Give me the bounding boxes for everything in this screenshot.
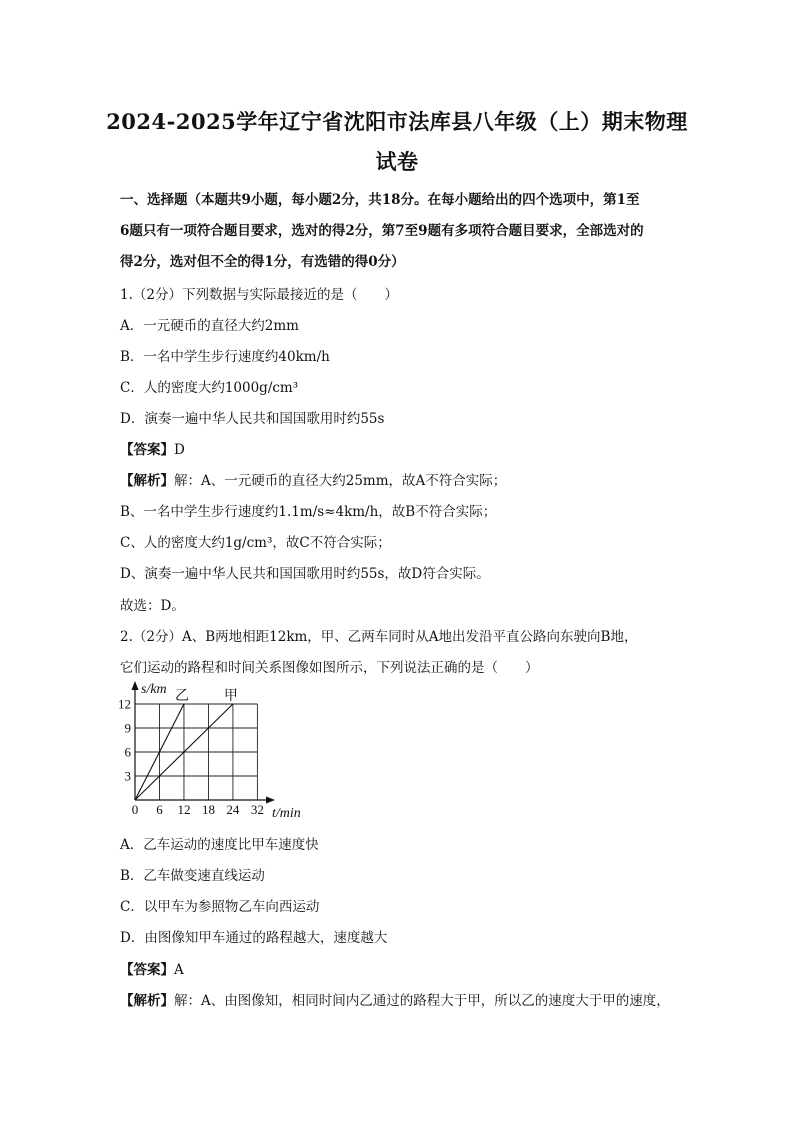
q1-analysis-line: B、一名中学生步行速度约1.1m/s≈4km/h，故B不符合实际； bbox=[120, 504, 497, 520]
q1-option-d: D．演奏一遍中华人民共和国国歌用时约55s bbox=[120, 411, 385, 427]
q1-stem: 1.（2分）下列数据与实际最接近的是（ ） bbox=[120, 287, 398, 303]
page-title-cont: 试卷 bbox=[375, 149, 419, 174]
x-tick-label: 32 bbox=[250, 802, 264, 817]
q1-conclusion: 故选：D。 bbox=[120, 598, 185, 614]
analysis-tag: 【解析】 bbox=[120, 993, 174, 1009]
x-tick-label: 12 bbox=[177, 802, 191, 817]
section-instructions-3: 得2分，选对但不全的得1分，有选错的得0分） bbox=[120, 254, 405, 270]
q1-option-a: A．一元硬币的直径大约2mm bbox=[120, 318, 299, 334]
x-tick-label: 18 bbox=[201, 802, 215, 817]
q2-stem-1: 2.（2分）A、B两地相距12km，甲、乙两车同时从A地出发沿平直公路向东驶向B地， bbox=[120, 629, 638, 645]
q1-option-c: C．人的密度大约1000g/cm³ bbox=[120, 380, 299, 396]
q1-analysis-line: D、演奏一遍中华人民共和国国歌用时约55s，故D符合实际。 bbox=[120, 566, 490, 582]
y-axis-label: s/km bbox=[141, 682, 167, 697]
q1-answer bbox=[120, 438, 185, 458]
y-tick-label: 3 bbox=[124, 768, 131, 784]
x-tick-label: 24 bbox=[226, 802, 240, 817]
answer-value: A bbox=[174, 962, 184, 978]
y-tick-label: 12 bbox=[118, 696, 131, 712]
q2-analysis-line bbox=[120, 989, 670, 1009]
q2-stem-2: 它们运动的路程和时间关系图像如图所示，下列说法正确的是（ ） bbox=[120, 660, 539, 676]
y-tick-label: 9 bbox=[124, 720, 131, 736]
y-axis-arrow bbox=[132, 681, 139, 690]
answer-value: D bbox=[174, 442, 185, 458]
answer-tag: 【答案】 bbox=[120, 962, 174, 978]
analysis-text: 解：A、一元硬币的直径大约25mm，故A不符合实际； bbox=[174, 473, 507, 489]
x-tick-label: 6 bbox=[156, 802, 163, 817]
q2-option-a: A．乙车运动的速度比甲车速度快 bbox=[120, 837, 319, 853]
series-label: 甲 bbox=[223, 689, 238, 704]
q2-option-b: B．乙车做变速直线运动 bbox=[120, 868, 265, 884]
answer-tag: 【答案】 bbox=[120, 442, 174, 458]
q2-answer bbox=[120, 958, 184, 978]
x-tick-label: 0 bbox=[131, 802, 139, 817]
s-t-graph bbox=[104, 676, 324, 826]
x-axis-label: t/min bbox=[272, 806, 301, 821]
q1-analysis-line bbox=[120, 469, 506, 489]
q1-option-b: B．一名中学生步行速度约40km/h bbox=[120, 349, 330, 365]
series-label: 乙 bbox=[174, 689, 189, 704]
section-instructions-2: 6题只有一项符合题目要求，选对的得2分，第7至9题有多项符合题目要求，全部选对的 bbox=[120, 223, 644, 239]
analysis-tag: 【解析】 bbox=[120, 473, 174, 489]
q1-analysis-line: C、人的密度大约1g/cm³，故C不符合实际； bbox=[120, 535, 391, 551]
y-tick-label: 6 bbox=[124, 744, 131, 760]
x-axis-arrow bbox=[266, 797, 275, 804]
q2-option-d: D．由图像知甲车通过的路程越大，速度越大 bbox=[120, 930, 388, 946]
analysis-text: 解：A、由图像知，相同时间内乙通过的路程大于甲，所以乙的速度大于甲的速度， bbox=[174, 993, 670, 1009]
page-title: 2024-2025学年辽宁省沈阳市法库县八年级（上）期末物理 bbox=[106, 109, 688, 134]
section-instructions-1: 一、选择题（本题共9小题，每小题2分，共18分。在每小题给出的四个选项中，第1至 bbox=[120, 192, 640, 208]
q2-option-c: C．以甲车为参照物乙车向西运动 bbox=[120, 899, 320, 915]
